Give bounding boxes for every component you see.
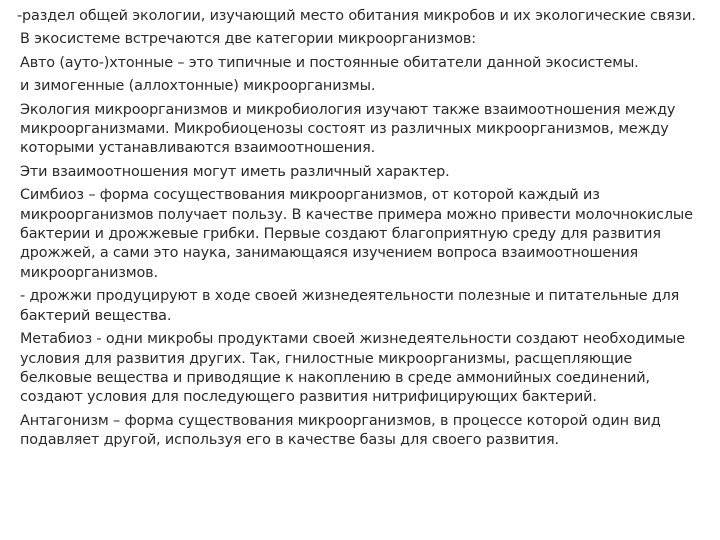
text-line: и зимогенные (аллохтонные) микроорганизмы.	[20, 78, 376, 95]
text-line: дрожжей, а сами это наука, занимающаяся изучением вопроса взаимоотношения	[20, 245, 639, 262]
text-line: Эти взаимоотношения могут иметь различный характер.	[20, 163, 450, 180]
paragraph-3	[20, 54, 712, 73]
text-line: Антагонизм – форма существования микроорганизмов, в процессе которой один вид	[20, 412, 661, 429]
text-line: В экосистеме встречаются две категории микроорганизмов:	[20, 31, 476, 48]
paragraph-7	[20, 186, 712, 283]
text-line: микроорганизмами. Микробиоценозы состоят из различных микроорганизмов, между	[20, 121, 669, 138]
text-line: Симбиоз – форма сосуществования микроорганизмов, от которой каждый из	[20, 187, 600, 204]
document-text	[17, 7, 712, 455]
text-line: Метабиоз - одни микробы продуктами своей жизнедеятельности создают необходимые	[20, 331, 685, 348]
text-line: микроорганизмов получает пользу. В качестве примера можно привести молочнокислые	[20, 206, 693, 223]
text-line: -раздел общей экологии, изучающий место обитания микробов и их экологические связи.	[17, 8, 696, 24]
text-line: микроорганизмов.	[20, 264, 158, 281]
text-line: бактерии и дрожжевые грибки. Первые создают благоприятную среду для развития	[20, 226, 661, 243]
text-line: - дрожжи продуцируют в ходе своей жизнедеятельности полезные и питательные для	[20, 288, 680, 305]
paragraph-4	[20, 77, 712, 96]
text-line: белковые вещества и приводящие к накоплению в среде аммонийных соединений,	[20, 369, 650, 386]
paragraph-2	[20, 30, 712, 49]
paragraph-1	[17, 7, 712, 26]
text-line: подавляет другой, используя его в качестве базы для своего развития.	[20, 432, 559, 449]
text-line: бактерий вещества.	[20, 307, 172, 324]
paragraph-8	[20, 287, 712, 326]
text-line: Авто (ауто-)хтонные – это типичные и постоянные обитатели данной экосистемы.	[20, 54, 639, 71]
paragraph-5	[20, 101, 712, 159]
paragraph-9	[20, 330, 712, 408]
paragraph-6	[20, 163, 712, 182]
text-line: которыми устанавливаются взаимоотношения.	[20, 140, 376, 157]
text-line: Экология микроорганизмов и микробиология изучают также взаимоотношения между	[20, 101, 676, 118]
paragraph-10	[20, 412, 712, 451]
text-line: создают условия для последующего развития нитрифицирующих бактерий.	[20, 389, 597, 406]
text-line: условия для развития других. Так, гнилостные микроорганизмы, расщепляющие	[20, 350, 633, 367]
